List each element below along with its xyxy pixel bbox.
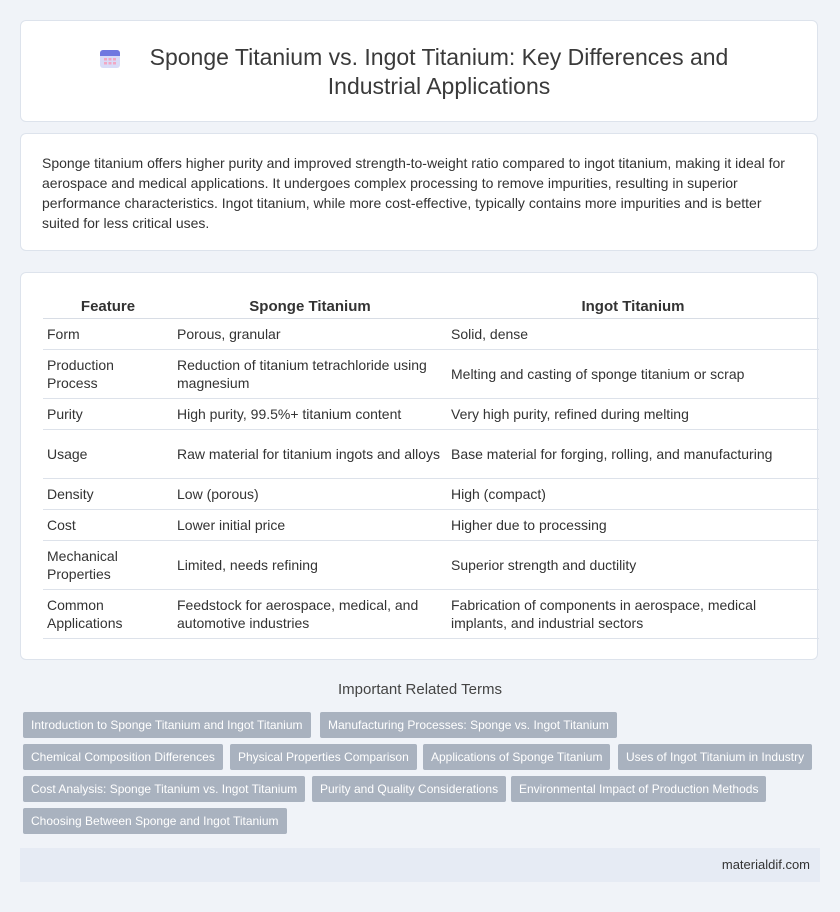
- feature-cell: Mechanical Properties: [43, 541, 173, 590]
- sponge-cell: Lower initial price: [173, 510, 447, 541]
- ingot-cell: Melting and casting of sponge titanium or scrap: [447, 350, 819, 399]
- table-row: [43, 479, 819, 510]
- sponge-cell: Feedstock for aerospace, medical, and automotive industries: [173, 590, 447, 639]
- sponge-cell: Reduction of titanium tetrachloride using magnesium: [173, 350, 447, 399]
- feature-cell: Common Applications: [43, 590, 173, 639]
- comparison-table-card: [20, 272, 818, 660]
- ingot-cell: Solid, dense: [447, 319, 819, 350]
- sponge-cell: Low (porous): [173, 479, 447, 510]
- header-ingot: Ingot Titanium: [447, 295, 819, 319]
- table-row: [43, 590, 819, 639]
- related-term-tag[interactable]: Chemical Composition Differences: [23, 744, 223, 770]
- ingot-cell: Superior strength and ductility: [447, 541, 819, 590]
- related-term-tag[interactable]: Choosing Between Sponge and Ingot Titanium: [23, 808, 287, 834]
- table-row: [43, 399, 819, 430]
- feature-cell: Purity: [43, 399, 173, 430]
- sponge-cell: Raw material for titanium ingots and alloys: [173, 430, 447, 479]
- related-term-tag[interactable]: Uses of Ingot Titanium in Industry: [618, 744, 812, 770]
- ingot-cell: Higher due to processing: [447, 510, 819, 541]
- related-term-tag[interactable]: Manufacturing Processes: Sponge vs. Ingot Titanium: [320, 712, 617, 738]
- intro-card: [20, 133, 818, 251]
- header-feature: Feature: [43, 295, 173, 319]
- related-term-tag[interactable]: Environmental Impact of Production Methods: [511, 776, 766, 802]
- title-card: [20, 20, 818, 122]
- comparison-table: [43, 295, 819, 639]
- ingot-cell: Fabrication of components in aerospace, medical implants, and industrial sectors: [447, 590, 819, 639]
- related-term-tag[interactable]: Cost Analysis: Sponge Titanium vs. Ingot Titanium: [23, 776, 305, 802]
- table-row: [43, 319, 819, 350]
- ingot-cell: Base material for forging, rolling, and manufacturing: [447, 430, 819, 479]
- table-row: [43, 510, 819, 541]
- feature-cell: Form: [43, 319, 173, 350]
- page-title: Sponge Titanium vs. Ingot Titanium: Key Differences and Industrial Applications: [149, 44, 729, 99]
- related-term-tag[interactable]: Purity and Quality Considerations: [312, 776, 506, 802]
- table-row: [43, 541, 819, 590]
- feature-cell: Density: [43, 479, 173, 510]
- related-terms-title: Important Related Terms: [338, 681, 502, 698]
- intro-paragraph: Sponge titanium offers higher purity and improved strength-to-weight ratio compared to ingot titanium, making it ideal for aerospace and medical applications. It undergoes complex processing to remove impurities, resulting in superior performance characteristics. Ingot titanium, while more cost-effective, typically contains more impurities and is better suited for less critical uses.: [42, 155, 785, 231]
- ingot-cell: Very high purity, refined during melting: [447, 399, 819, 430]
- feature-cell: Production Process: [43, 350, 173, 399]
- feature-cell: Cost: [43, 510, 173, 541]
- table-header-row: [43, 295, 819, 319]
- header-sponge: Sponge Titanium: [173, 295, 447, 319]
- ingot-cell: High (compact): [447, 479, 819, 510]
- related-term-tag[interactable]: Physical Properties Comparison: [230, 744, 417, 770]
- related-term-tag[interactable]: Applications of Sponge Titanium: [423, 744, 610, 770]
- footer: [20, 848, 820, 882]
- sponge-cell: High purity, 99.5%+ titanium content: [173, 399, 447, 430]
- feature-cell: Usage: [43, 430, 173, 479]
- footer-site-link[interactable]: materialdif.com: [721, 857, 810, 872]
- sponge-cell: Limited, needs refining: [173, 541, 447, 590]
- related-term-tag[interactable]: Introduction to Sponge Titanium and Ingot Titanium: [23, 712, 311, 738]
- sponge-cell: Porous, granular: [173, 319, 447, 350]
- table-row: [43, 430, 819, 479]
- table-row: [43, 350, 819, 399]
